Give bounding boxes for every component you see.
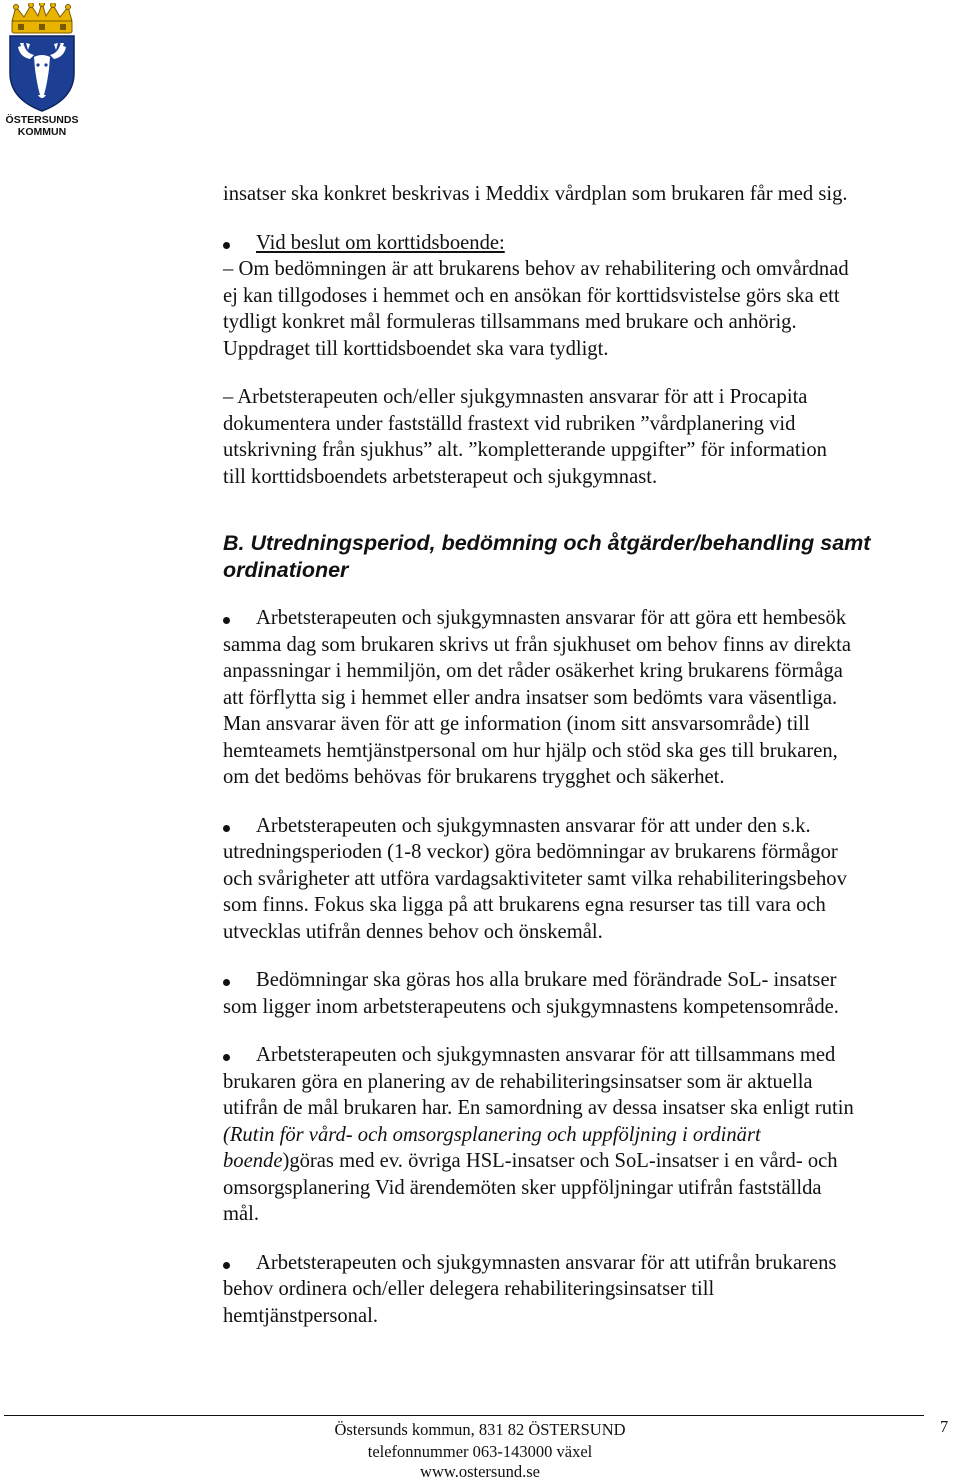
text-line: Man ansvarar även för att ge information (inom sitt ansvarsområde) till (223, 713, 810, 735)
footer-phone: telefonnummer 063-143000 växel (367, 1442, 593, 1461)
text-line: hemtjänstpersonal. (223, 1304, 378, 1327)
text-line: hemteamets hemtjänstpersonal om hur hjälp och stöd ska ges till brukaren, (223, 739, 838, 762)
text-line: – Om bedömningen är att brukarens behov av rehabilitering och omvårdnad (223, 258, 849, 280)
list-item (223, 1250, 933, 1277)
coat-of-arms-icon (4, 3, 80, 113)
logo-name: ÖSTERSUNDS (5, 114, 79, 126)
text-line: anpassningar i hemmiljön, om det råder osäkerhet kring brukarens förmåga (223, 660, 843, 682)
italic-text: boende (223, 1150, 283, 1172)
text-line: brukaren göra en planering av de rehabiliteringsinsatser som är aktuella (223, 1070, 813, 1093)
text-line: Arbetsterapeuten och sjukgymnasten ansvarar för att tillsammans med (256, 1044, 836, 1066)
text-line: samma dag som brukaren skrivs ut från sjukhuset om behov finns av direkta (223, 633, 851, 656)
text-line: omsorgsplanering Vid ärendemöten sker uppföljningar utifrån fastställda (223, 1176, 822, 1199)
text-line: dokumentera under fastställd frastext vid rubriken ”vårdplanering vid (223, 412, 796, 435)
text-fragment: )göras med ev. övriga HSL-insatser och SoL-insatser i en vård- och (282, 1150, 838, 1172)
text-line: att förflytta sig i hemmet eller andra insatser som bedömts vara väsentliga. (223, 686, 838, 709)
page-number: 7 (940, 1417, 949, 1436)
list-item (223, 967, 933, 994)
text-line: och svårigheter att utföra vardagsaktiviteter samt vilka rehabiliteringsbehov (223, 867, 847, 890)
text-line: behov ordinera och/eller delegera rehabiliteringsinsatser till (223, 1278, 715, 1300)
section-heading: ordinationer (223, 557, 349, 582)
bullet-icon (223, 979, 230, 986)
text-line: Arbetsterapeuten och sjukgymnasten ansvarar för att under den s.k. (256, 814, 811, 837)
list-item (223, 813, 933, 840)
bullet-icon (223, 617, 230, 624)
list-item (223, 1042, 933, 1069)
document-body (223, 181, 933, 1329)
section-heading: B. Utredningsperiod, bedömning och åtgärder/behandling samt (223, 531, 871, 555)
text-line: utifrån de mål brukaren har. En samordning av dessa insatser ska enligt rutin (223, 1097, 854, 1119)
list-item (223, 230, 933, 257)
text-line: – Arbetsterapeuten och/eller sjukgymnasten ansvarar för att i Procapita (223, 386, 808, 408)
text-line: Bedömningar ska göras hos alla brukare med förändrade SoL- insatser (256, 969, 837, 991)
bullet-icon (223, 1054, 230, 1061)
text-line: utvecklas utifrån dennes behov och önskemål. (223, 920, 603, 943)
text-line: Uppdraget till korttidsboendet ska vara tydligt. (223, 337, 609, 360)
logo-subtitle: KOMMUN (17, 126, 67, 138)
footer-web: www.ostersund.se (420, 1462, 540, 1481)
text-line: tydligt konkret mål formuleras tillsammans med brukare och anhörig. (223, 311, 797, 333)
text-line: utskrivning från sjukhus” alt. ”kompletterande uppgifter” för information (223, 439, 827, 461)
bullet-icon (223, 242, 230, 249)
text-line: som finns. Fokus ska ligga på att brukarens egna resurser tas till vara och (223, 894, 826, 916)
bullet-icon (223, 1262, 230, 1269)
text-line: Arbetsterapeuten och sjukgymnasten ansvarar för att utifrån brukarens (256, 1251, 837, 1274)
text-line: om det bedöms behövas för brukarens trygghet och säkerhet. (223, 766, 725, 788)
bullet-title: Vid beslut om korttidsboende: (256, 231, 505, 254)
text-line: till korttidsboendets arbetsterapeut och sjukgymnast. (223, 465, 658, 488)
bullet-icon (223, 825, 230, 832)
text-line: ej kan tillgodoses i hemmet och en ansökan för korttidsvistelse görs ska ett (223, 284, 840, 307)
paragraph: insatser ska konkret beskrivas i Meddix vårdplan som brukaren får med sig. (223, 183, 848, 205)
footer-address: Östersunds kommun, 831 82 ÖSTERSUND (334, 1420, 626, 1439)
text-line: som ligger inom arbetsterapeutens och sjukgymnastens kompetensområde. (223, 995, 839, 1018)
text-line: Arbetsterapeuten och sjukgymnasten ansvarar för att göra ett hembesök (256, 607, 847, 629)
municipality-logo (4, 3, 80, 139)
list-item (223, 605, 933, 632)
text-line: utredningsperioden (1-8 veckor) göra bedömningar av brukarens förmågor (223, 841, 838, 863)
text-line (223, 1148, 933, 1175)
text-line: mål. (223, 1203, 260, 1225)
text-line: (Rutin för vård- och omsorgsplanering och uppföljning i ordinärt (223, 1123, 761, 1146)
footer-divider (4, 1415, 924, 1416)
